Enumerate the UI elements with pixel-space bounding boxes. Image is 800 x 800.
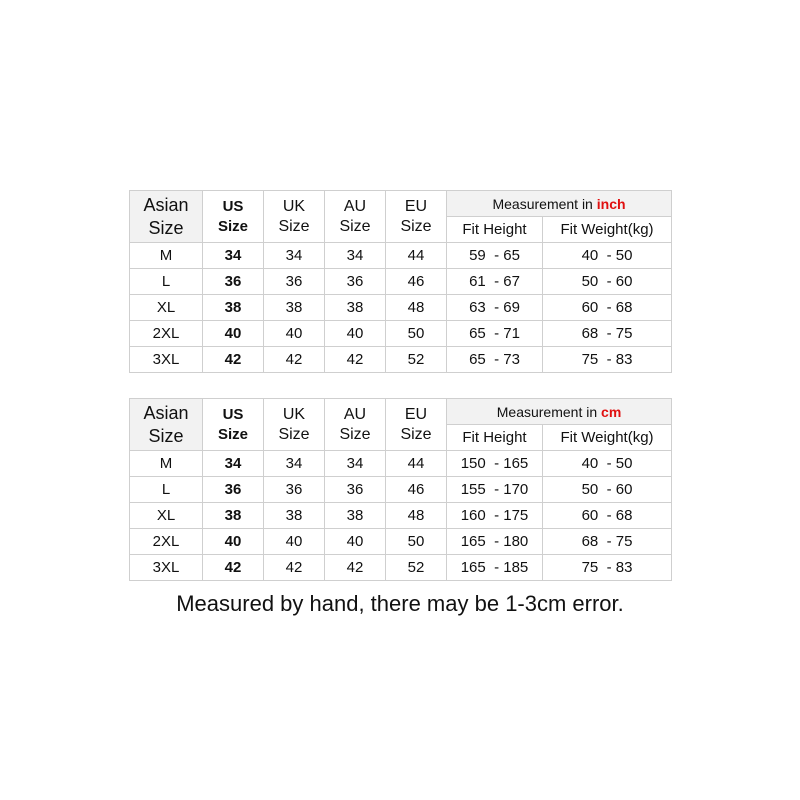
au-header-line2: Size bbox=[339, 425, 371, 443]
fit-height-cell: 61 - 67 bbox=[447, 269, 543, 295]
eu-header-line2: Size bbox=[400, 217, 432, 235]
table-row bbox=[130, 243, 672, 269]
asian-size-header bbox=[130, 399, 203, 451]
fit-height-header: Fit Height bbox=[447, 217, 543, 243]
fit-weight-cell: 75 - 83 bbox=[543, 555, 672, 581]
au-size-cell: 34 bbox=[325, 451, 386, 477]
fit-height-cell: 65 - 71 bbox=[447, 321, 543, 347]
asian-size-cell: 2XL bbox=[130, 529, 203, 555]
uk-size-cell: 42 bbox=[264, 555, 325, 581]
asian-size-header bbox=[130, 191, 203, 243]
asian-size-cell: L bbox=[130, 477, 203, 503]
measurement-prefix: Measurement in bbox=[492, 195, 597, 212]
eu-size-cell: 48 bbox=[386, 503, 447, 529]
au-size-header bbox=[325, 191, 386, 243]
fit-weight-cell: 75 - 83 bbox=[543, 347, 672, 373]
uk-header-line2: Size bbox=[278, 217, 310, 235]
asian-header-line2: Size bbox=[148, 217, 184, 238]
au-size-cell: 42 bbox=[325, 555, 386, 581]
fit-height-cell: 160 - 175 bbox=[447, 503, 543, 529]
asian-size-cell: M bbox=[130, 451, 203, 477]
us-size-cell: 38 bbox=[203, 503, 264, 529]
fit-height-cell: 150 - 165 bbox=[447, 451, 543, 477]
fit-height-cell: 155 - 170 bbox=[447, 477, 543, 503]
fit-weight-cell: 68 - 75 bbox=[543, 321, 672, 347]
fit-height-cell: 65 - 73 bbox=[447, 347, 543, 373]
uk-size-cell: 38 bbox=[264, 295, 325, 321]
au-size-cell: 36 bbox=[325, 269, 386, 295]
asian-size-cell: 3XL bbox=[130, 555, 203, 581]
measurement-prefix: Measurement in bbox=[496, 403, 602, 420]
us-size-cell: 36 bbox=[203, 477, 264, 503]
us-size-header bbox=[203, 191, 264, 243]
table-row bbox=[130, 477, 672, 503]
fit-weight-cell: 50 - 60 bbox=[543, 269, 672, 295]
us-size-cell: 34 bbox=[203, 451, 264, 477]
eu-size-header bbox=[386, 399, 447, 451]
uk-header-line1: UK bbox=[282, 405, 306, 423]
us-size-cell: 42 bbox=[203, 347, 264, 373]
asian-size-cell: XL bbox=[130, 503, 203, 529]
measurement-header-inch bbox=[447, 191, 672, 217]
fit-height-cell: 165 - 180 bbox=[447, 529, 543, 555]
au-size-cell: 40 bbox=[325, 529, 386, 555]
asian-size-cell: L bbox=[130, 269, 203, 295]
eu-size-cell: 46 bbox=[386, 477, 447, 503]
fit-weight-cell: 68 - 75 bbox=[543, 529, 672, 555]
table-row bbox=[130, 555, 672, 581]
au-size-cell: 40 bbox=[325, 321, 386, 347]
fit-weight-cell: 60 - 68 bbox=[543, 295, 672, 321]
eu-size-cell: 48 bbox=[386, 295, 447, 321]
uk-size-header bbox=[264, 191, 325, 243]
uk-size-cell: 36 bbox=[264, 477, 325, 503]
fit-weight-cell: 40 - 50 bbox=[543, 451, 672, 477]
us-header-line2: Size bbox=[217, 425, 248, 443]
fit-weight-cell: 50 - 60 bbox=[543, 477, 672, 503]
eu-size-cell: 50 bbox=[386, 321, 447, 347]
uk-size-header bbox=[264, 399, 325, 451]
eu-size-header bbox=[386, 191, 447, 243]
asian-size-cell: XL bbox=[130, 295, 203, 321]
table-row bbox=[130, 269, 672, 295]
uk-size-cell: 34 bbox=[264, 243, 325, 269]
size-table-cm bbox=[129, 398, 672, 581]
uk-header-line1: UK bbox=[282, 197, 306, 215]
table-row bbox=[130, 295, 672, 321]
us-header-line1: US bbox=[222, 405, 244, 423]
uk-size-cell: 42 bbox=[264, 347, 325, 373]
us-size-cell: 40 bbox=[203, 321, 264, 347]
au-size-cell: 38 bbox=[325, 295, 386, 321]
asian-size-cell: M bbox=[130, 243, 203, 269]
uk-size-cell: 34 bbox=[264, 451, 325, 477]
eu-size-cell: 50 bbox=[386, 529, 447, 555]
uk-size-cell: 40 bbox=[264, 321, 325, 347]
au-size-header bbox=[325, 399, 386, 451]
uk-size-cell: 36 bbox=[264, 269, 325, 295]
au-header-line2: Size bbox=[339, 217, 371, 235]
us-header-line1: US bbox=[222, 197, 244, 215]
table-row bbox=[130, 529, 672, 555]
us-size-cell: 36 bbox=[203, 269, 264, 295]
asian-header-line2: Size bbox=[148, 425, 184, 446]
uk-size-cell: 40 bbox=[264, 529, 325, 555]
eu-header-line2: Size bbox=[400, 425, 432, 443]
fit-weight-header: Fit Weight(kg) bbox=[543, 217, 672, 243]
asian-size-cell: 3XL bbox=[130, 347, 203, 373]
measurement-header-cm bbox=[447, 399, 672, 425]
us-header-line2: Size bbox=[217, 217, 248, 235]
fit-height-cell: 63 - 69 bbox=[447, 295, 543, 321]
au-size-cell: 38 bbox=[325, 503, 386, 529]
eu-size-cell: 52 bbox=[386, 347, 447, 373]
fit-weight-cell: 40 - 50 bbox=[543, 243, 672, 269]
fit-height-header: Fit Height bbox=[447, 425, 543, 451]
asian-header-line1: Asian bbox=[143, 402, 189, 423]
unit-label-cm: cm bbox=[601, 403, 622, 420]
size-table-inch bbox=[129, 190, 672, 373]
eu-size-cell: 52 bbox=[386, 555, 447, 581]
fit-weight-header: Fit Weight(kg) bbox=[543, 425, 672, 451]
table-row bbox=[130, 451, 672, 477]
unit-label-inch: inch bbox=[596, 195, 626, 212]
fit-height-cell: 165 - 185 bbox=[447, 555, 543, 581]
au-header-line1: AU bbox=[343, 405, 367, 423]
us-size-cell: 34 bbox=[203, 243, 264, 269]
eu-size-cell: 44 bbox=[386, 243, 447, 269]
asian-size-cell: 2XL bbox=[130, 321, 203, 347]
uk-size-cell: 38 bbox=[264, 503, 325, 529]
au-size-cell: 36 bbox=[325, 477, 386, 503]
us-size-cell: 40 bbox=[203, 529, 264, 555]
measurement-note: Measured by hand, there may be 1-3cm error. bbox=[176, 591, 624, 616]
table-row bbox=[130, 321, 672, 347]
eu-header-line1: EU bbox=[404, 405, 428, 423]
au-size-cell: 42 bbox=[325, 347, 386, 373]
us-size-cell: 42 bbox=[203, 555, 264, 581]
table-row bbox=[130, 503, 672, 529]
fit-weight-cell: 60 - 68 bbox=[543, 503, 672, 529]
uk-header-line2: Size bbox=[278, 425, 310, 443]
au-header-line1: AU bbox=[343, 197, 367, 215]
asian-header-line1: Asian bbox=[143, 194, 189, 215]
eu-size-cell: 46 bbox=[386, 269, 447, 295]
table-row bbox=[130, 347, 672, 373]
us-size-cell: 38 bbox=[203, 295, 264, 321]
eu-header-line1: EU bbox=[404, 197, 428, 215]
fit-height-cell: 59 - 65 bbox=[447, 243, 543, 269]
eu-size-cell: 44 bbox=[386, 451, 447, 477]
us-size-header bbox=[203, 399, 264, 451]
au-size-cell: 34 bbox=[325, 243, 386, 269]
